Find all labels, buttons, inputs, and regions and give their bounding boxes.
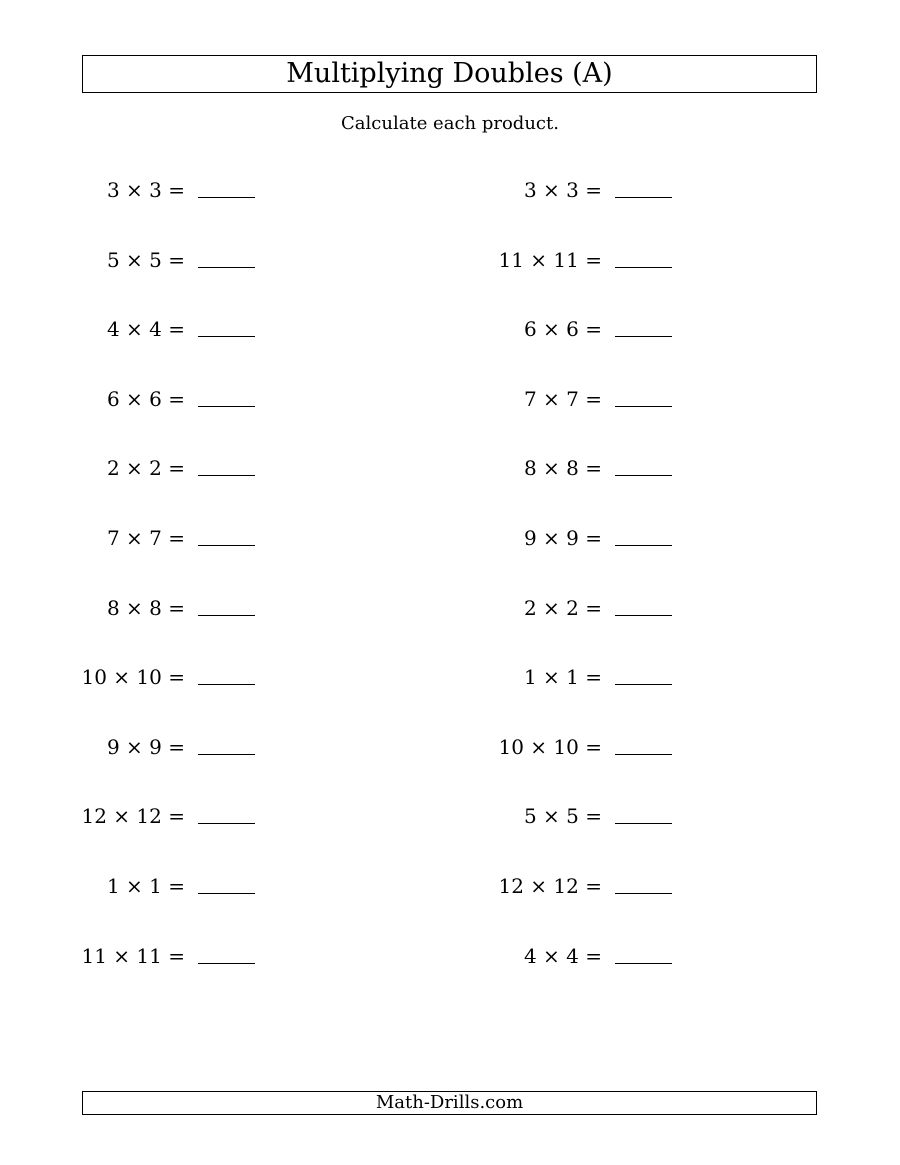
problem-right-11	[472, 871, 672, 901]
problem-expression: 12 × 12 =	[81, 804, 185, 828]
problem-expression: 4 × 4 =	[106, 317, 185, 341]
problem-expression: 10 × 10 =	[498, 735, 602, 759]
answer-blank[interactable]	[198, 336, 255, 337]
problem-expression: 4 × 4 =	[523, 944, 602, 968]
problem-left-1	[55, 175, 255, 205]
answer-blank[interactable]	[615, 475, 672, 476]
problem-expression: 7 × 7 =	[523, 387, 602, 411]
problem-expression: 8 × 8 =	[106, 596, 185, 620]
problem-expression: 2 × 2 =	[106, 456, 185, 480]
problem-expression: 5 × 5 =	[523, 804, 602, 828]
problem-left-8	[55, 662, 255, 692]
answer-blank[interactable]	[615, 197, 672, 198]
problem-left-10	[55, 801, 255, 831]
answer-blank[interactable]	[615, 754, 672, 755]
problem-right-10	[472, 801, 672, 831]
answer-blank[interactable]	[615, 823, 672, 824]
problem-left-3	[55, 314, 255, 344]
problem-left-9	[55, 732, 255, 762]
answer-blank[interactable]	[198, 197, 255, 198]
problem-expression: 1 × 1 =	[106, 874, 185, 898]
problem-left-11	[55, 871, 255, 901]
problem-expression: 11 × 11 =	[81, 944, 185, 968]
problem-right-12	[472, 941, 672, 971]
answer-blank[interactable]	[198, 545, 255, 546]
problem-expression: 7 × 7 =	[106, 526, 185, 550]
problem-right-3	[472, 314, 672, 344]
problem-right-6	[472, 523, 672, 553]
problem-right-9	[472, 732, 672, 762]
answer-blank[interactable]	[198, 475, 255, 476]
problem-expression: 6 × 6 =	[106, 387, 185, 411]
answer-blank[interactable]	[198, 893, 255, 894]
problem-expression: 10 × 10 =	[81, 665, 185, 689]
answer-blank[interactable]	[615, 545, 672, 546]
answer-blank[interactable]	[615, 336, 672, 337]
problem-left-2	[55, 245, 255, 275]
answer-blank[interactable]	[198, 963, 255, 964]
problem-left-12	[55, 941, 255, 971]
problem-right-8	[472, 662, 672, 692]
answer-blank[interactable]	[615, 963, 672, 964]
problem-expression: 3 × 3 =	[106, 178, 185, 202]
problem-right-4	[472, 384, 672, 414]
problem-expression: 1 × 1 =	[523, 665, 602, 689]
problem-right-2	[472, 245, 672, 275]
problem-expression: 5 × 5 =	[106, 248, 185, 272]
problem-expression: 6 × 6 =	[523, 317, 602, 341]
problem-left-4	[55, 384, 255, 414]
problem-expression: 9 × 9 =	[523, 526, 602, 550]
answer-blank[interactable]	[198, 267, 255, 268]
worksheet-title: Multiplying Doubles (A)	[82, 55, 817, 93]
answer-blank[interactable]	[198, 823, 255, 824]
problem-expression: 9 × 9 =	[106, 735, 185, 759]
answer-blank[interactable]	[198, 615, 255, 616]
problem-left-5	[55, 453, 255, 483]
problem-expression: 3 × 3 =	[523, 178, 602, 202]
answer-blank[interactable]	[615, 684, 672, 685]
problem-left-6	[55, 523, 255, 553]
answer-blank[interactable]	[198, 406, 255, 407]
problem-left-7	[55, 593, 255, 623]
answer-blank[interactable]	[615, 267, 672, 268]
problem-expression: 12 × 12 =	[498, 874, 602, 898]
answer-blank[interactable]	[615, 893, 672, 894]
problem-right-7	[472, 593, 672, 623]
problem-expression: 8 × 8 =	[523, 456, 602, 480]
footer-site-name: Math-Drills.com	[82, 1091, 817, 1115]
answer-blank[interactable]	[615, 406, 672, 407]
problem-expression: 2 × 2 =	[523, 596, 602, 620]
problem-expression: 11 × 11 =	[498, 248, 602, 272]
problem-right-5	[472, 453, 672, 483]
answer-blank[interactable]	[198, 684, 255, 685]
problem-right-1	[472, 175, 672, 205]
instructions: Calculate each product.	[341, 113, 559, 134]
answer-blank[interactable]	[615, 615, 672, 616]
answer-blank[interactable]	[198, 754, 255, 755]
